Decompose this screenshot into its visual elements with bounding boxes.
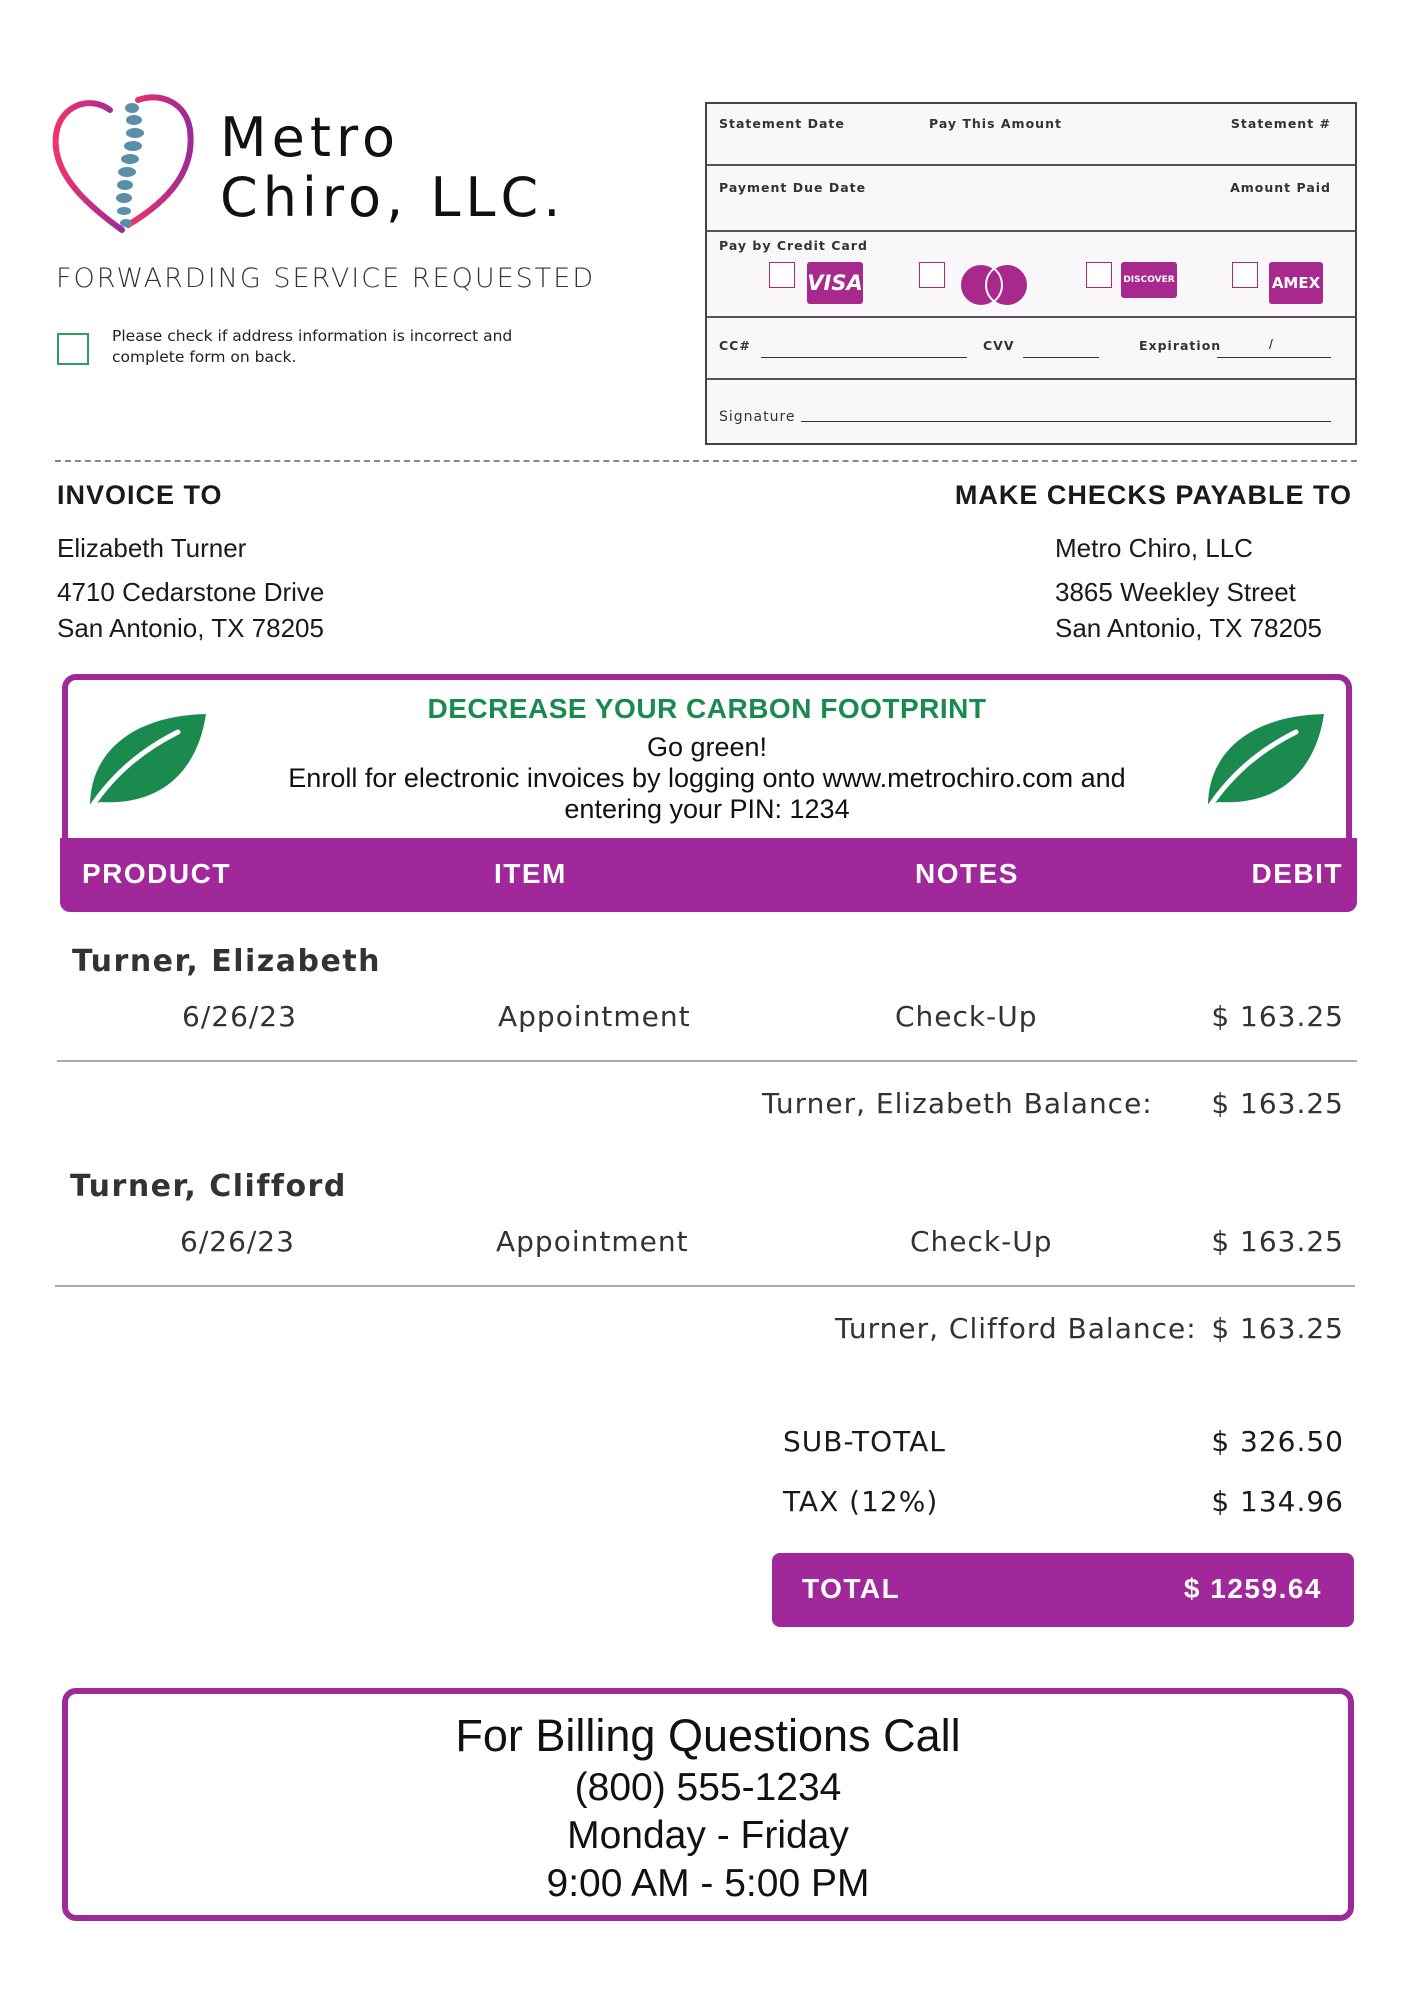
payment-form: [705, 102, 1357, 445]
invoice-to-heading: INVOICE TO: [57, 480, 223, 510]
table-cell-notes: Check-Up: [895, 1000, 1038, 1033]
carbon-footprint-title: DECREASE YOUR CARBON FOOTPRINT: [427, 693, 987, 724]
row-divider: [57, 1060, 1357, 1062]
due-date-row: [707, 166, 1355, 232]
address-incorrect-checkbox[interactable]: [57, 333, 89, 365]
patient-name: Turner, Clifford: [70, 1169, 347, 1204]
patient-name: Turner, Elizabeth: [72, 944, 382, 979]
card-details-row: [707, 318, 1355, 380]
col-notes: NOTES: [915, 858, 1019, 889]
balance-value: $ 163.25: [1211, 1087, 1344, 1120]
go-green-text: [200, 732, 1214, 825]
cvv-label: CVV: [983, 338, 1015, 353]
balance-label: Turner, Clifford Balance:: [835, 1312, 1197, 1345]
payment-due-date-label: Payment Due Date: [719, 180, 867, 195]
signature-label: Signature: [719, 409, 796, 425]
table-cell-item: Appointment: [498, 1000, 691, 1033]
total-value: $ 1259.64: [1183, 1573, 1322, 1604]
expiration-label: Expiration: [1139, 338, 1222, 353]
amount-paid-label: Amount Paid: [1230, 180, 1331, 195]
total-bar: [772, 1553, 1354, 1627]
go-green-line1: Go green!: [646, 732, 768, 762]
discover-checkbox[interactable]: [1086, 262, 1112, 288]
statement-date-label: Statement Date: [719, 116, 845, 131]
billing-hours: 9:00 AM - 5:00 PM: [546, 1862, 870, 1905]
amex-logo: AMEX: [1269, 262, 1323, 304]
cc-label: CC#: [719, 338, 751, 353]
cc-field[interactable]: [761, 338, 967, 358]
tax-value: $ 134.96: [1211, 1485, 1344, 1518]
cvv-field[interactable]: [1023, 338, 1099, 358]
col-debit: DEBIT: [1251, 858, 1343, 889]
billing-phone: (800) 555-1234: [574, 1766, 842, 1809]
table-cell-debit: $ 163.25: [1211, 1225, 1344, 1258]
mastercard-checkbox[interactable]: [919, 262, 945, 288]
pay-by-card-label: Pay by Credit Card: [719, 238, 868, 253]
mastercard-logo: [957, 262, 1031, 308]
amex-checkbox[interactable]: [1232, 262, 1258, 288]
forwarding-notice: FORWARDING SERVICE REQUESTED: [56, 263, 596, 294]
signature-field[interactable]: [801, 402, 1331, 422]
visa-checkbox[interactable]: [769, 262, 795, 288]
go-green-line2: Enroll for electronic invoices by logging onto www.metrochiro.com and: [288, 763, 1126, 793]
address-note: Please check if address information is incorrect and complete form on back.: [112, 327, 513, 366]
col-product: PRODUCT: [82, 858, 231, 889]
subtotal-label: SUB-TOTAL: [783, 1425, 946, 1458]
discover-logo: DISCOVER: [1121, 262, 1177, 298]
total-label: TOTAL: [802, 1573, 901, 1604]
table-cell-notes: Check-Up: [910, 1225, 1053, 1258]
expiration-field[interactable]: [1217, 338, 1331, 358]
visa-logo: VISA: [807, 262, 863, 304]
company-name-line1: Metro: [220, 106, 401, 169]
invoice-to-name: Elizabeth Turner: [57, 533, 247, 563]
table-cell-item: Appointment: [496, 1225, 689, 1258]
billing-days: Monday - Friday: [567, 1814, 849, 1857]
company-name: [220, 108, 565, 228]
tax-label: TAX (12%): [783, 1485, 939, 1518]
invoice-to-street: 4710 Cedarstone Drive: [57, 577, 325, 607]
go-green-line3: entering your PIN: 1234: [564, 794, 850, 824]
balance-label: Turner, Elizabeth Balance:: [762, 1087, 1153, 1120]
payable-to-heading: MAKE CHECKS PAYABLE TO: [954, 480, 1352, 510]
billing-box: [62, 1688, 1354, 1921]
tear-line: [55, 460, 1357, 462]
payable-to-name: Metro Chiro, LLC: [1055, 533, 1253, 563]
pay-amount-label: Pay This Amount: [929, 116, 1062, 131]
company-logo: [50, 90, 200, 240]
subtotal-value: $ 326.50: [1211, 1425, 1344, 1458]
payable-to-city: San Antonio, TX 78205: [1055, 613, 1322, 643]
row-divider: [55, 1285, 1355, 1287]
company-name-line2: Chiro, LLC.: [220, 166, 566, 229]
col-item: ITEM: [494, 858, 567, 889]
payable-to-street: 3865 Weekley Street: [1055, 577, 1296, 607]
balance-value: $ 163.25: [1211, 1312, 1344, 1345]
table-cell-date: 6/26/23: [180, 1225, 295, 1258]
statement-row: [707, 104, 1355, 166]
table-cell-date: 6/26/23: [182, 1000, 297, 1033]
table-header: [60, 838, 1357, 912]
invoice-to-city: San Antonio, TX 78205: [57, 613, 324, 643]
statement-number-label: Statement #: [1230, 116, 1331, 131]
billing-title: For Billing Questions Call: [455, 1710, 961, 1761]
table-cell-debit: $ 163.25: [1211, 1000, 1344, 1033]
expiration-slash: /: [1269, 336, 1273, 352]
credit-card-row: [707, 232, 1355, 318]
